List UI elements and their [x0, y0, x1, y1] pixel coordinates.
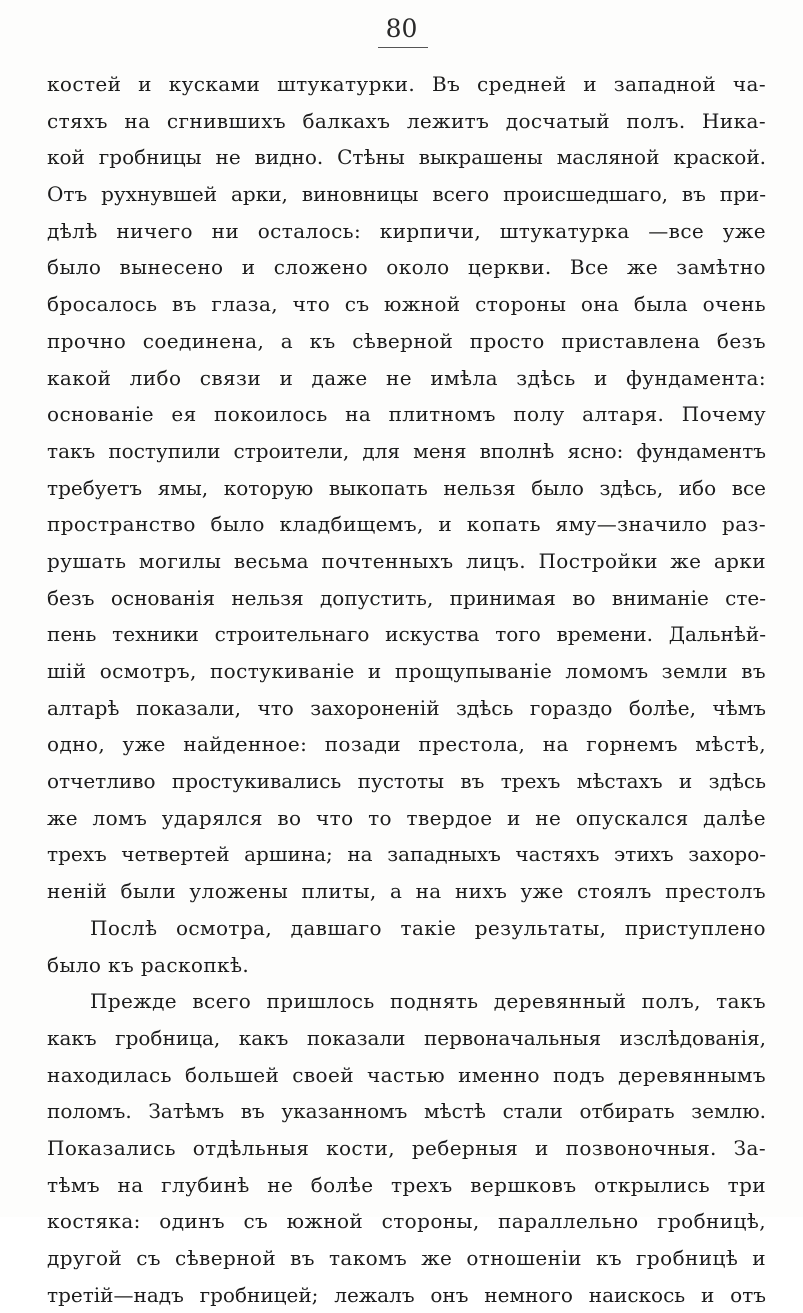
text-line: какъ гробница, какъ показали первоначальныя изслѣдованія,	[47, 1025, 766, 1050]
text-line: же ломъ ударялся во что то твердое и не опускался далѣе	[47, 805, 766, 830]
text-line: пространство было кладбищемъ, и копать яму—значило раз-	[47, 512, 766, 537]
text-line: рушать могилы весьма почтенныхъ лицъ. Постройки же арки	[47, 548, 766, 573]
text-line: одно, уже найденное: позади престола, на горнемъ мѣстѣ,	[47, 732, 766, 757]
text-line: костей и кусками штукатурки. Въ средней и западной ча-	[47, 72, 766, 96]
text-line: дѣлѣ ничего ни осталось: кирпичи, штукатурка —все уже	[47, 218, 766, 243]
text-line: трехъ четвертей аршина; на западныхъ частяхъ этихъ захоро-	[47, 842, 766, 867]
text-line: тѣмъ на глубинѣ не болѣе трехъ вершковъ открылись три	[47, 1172, 766, 1197]
text-line: бросалось въ глаза, что съ южной стороны она была очень	[47, 292, 766, 317]
text-line: прочно соединена, а къ сѣверной просто приставлена безъ	[47, 328, 766, 353]
text-line: какой либо связи и даже не имѣла здѣсь и фундамента:	[47, 365, 766, 390]
text-line: пень техники строительнаго искуства того времени. Дальнѣй-	[47, 622, 766, 647]
text-line: алтарѣ показали, что захороненій здѣсь гораздо болѣе, чѣмъ	[47, 695, 766, 720]
text-line: было къ раскопкѣ.	[47, 952, 250, 977]
text-line: неній были уложены плиты, а на нихъ уже стоялъ престолъ	[47, 879, 766, 904]
text-line: Послѣ осмотра, давшаго такіе результаты, приступлено	[90, 915, 766, 940]
text-line: другой съ сѣверной въ такомъ же отношеніи къ гробницѣ и	[47, 1246, 766, 1270]
text-line: стяхъ на сгнившихъ балкахъ лежитъ досчатый полъ. Ника-	[47, 108, 766, 133]
text-line: Отъ рухнувшей арки, виновницы всего происшедшаго, въ при-	[47, 182, 766, 207]
text-line: находилась большей своей частью именно подъ деревяннымъ	[47, 1062, 766, 1087]
text-line: третій—надъ гробницей; лежалъ онъ немного наискось и отъ	[47, 1282, 766, 1307]
body-text	[47, 66, 766, 1313]
text-line: кой гробницы не видно. Стѣны выкрашены масляной краской.	[47, 145, 766, 170]
text-line: такъ поступили строители, для меня вполнѣ ясно: фундаментъ	[47, 438, 766, 463]
text-line: поломъ. Затѣмъ въ указанномъ мѣстѣ стали отбирать землю.	[47, 1099, 766, 1124]
text-line: было вынесено и сложено около церкви. Все же замѣтно	[47, 255, 766, 280]
page-number-underline	[378, 47, 428, 48]
page-number: 80	[385, 14, 418, 43]
text-line: безъ основанія нельзя допустить, принимая во вниманіе сте-	[47, 585, 766, 610]
text-line: отчетливо простукивались пустоты въ трехъ мѣстахъ и здѣсь	[47, 769, 766, 794]
text-line: Прежде всего пришлось поднять деревянный полъ, такъ	[90, 989, 766, 1014]
text-line: требуетъ ямы, которую выкопать нельзя было здѣсь, ибо все	[47, 475, 766, 500]
text-line: основаніе ея покоилось на плитномъ полу алтаря. Почему	[47, 402, 766, 427]
text-line: Показались отдѣльныя кости, реберныя и позвоночныя. За-	[47, 1135, 766, 1160]
text-line: шій осмотръ, постукиваніе и прощупываніе ломомъ земли въ	[47, 659, 766, 683]
text-line: костяка: одинъ съ южной стороны, параллельно гробницѣ,	[47, 1209, 766, 1234]
